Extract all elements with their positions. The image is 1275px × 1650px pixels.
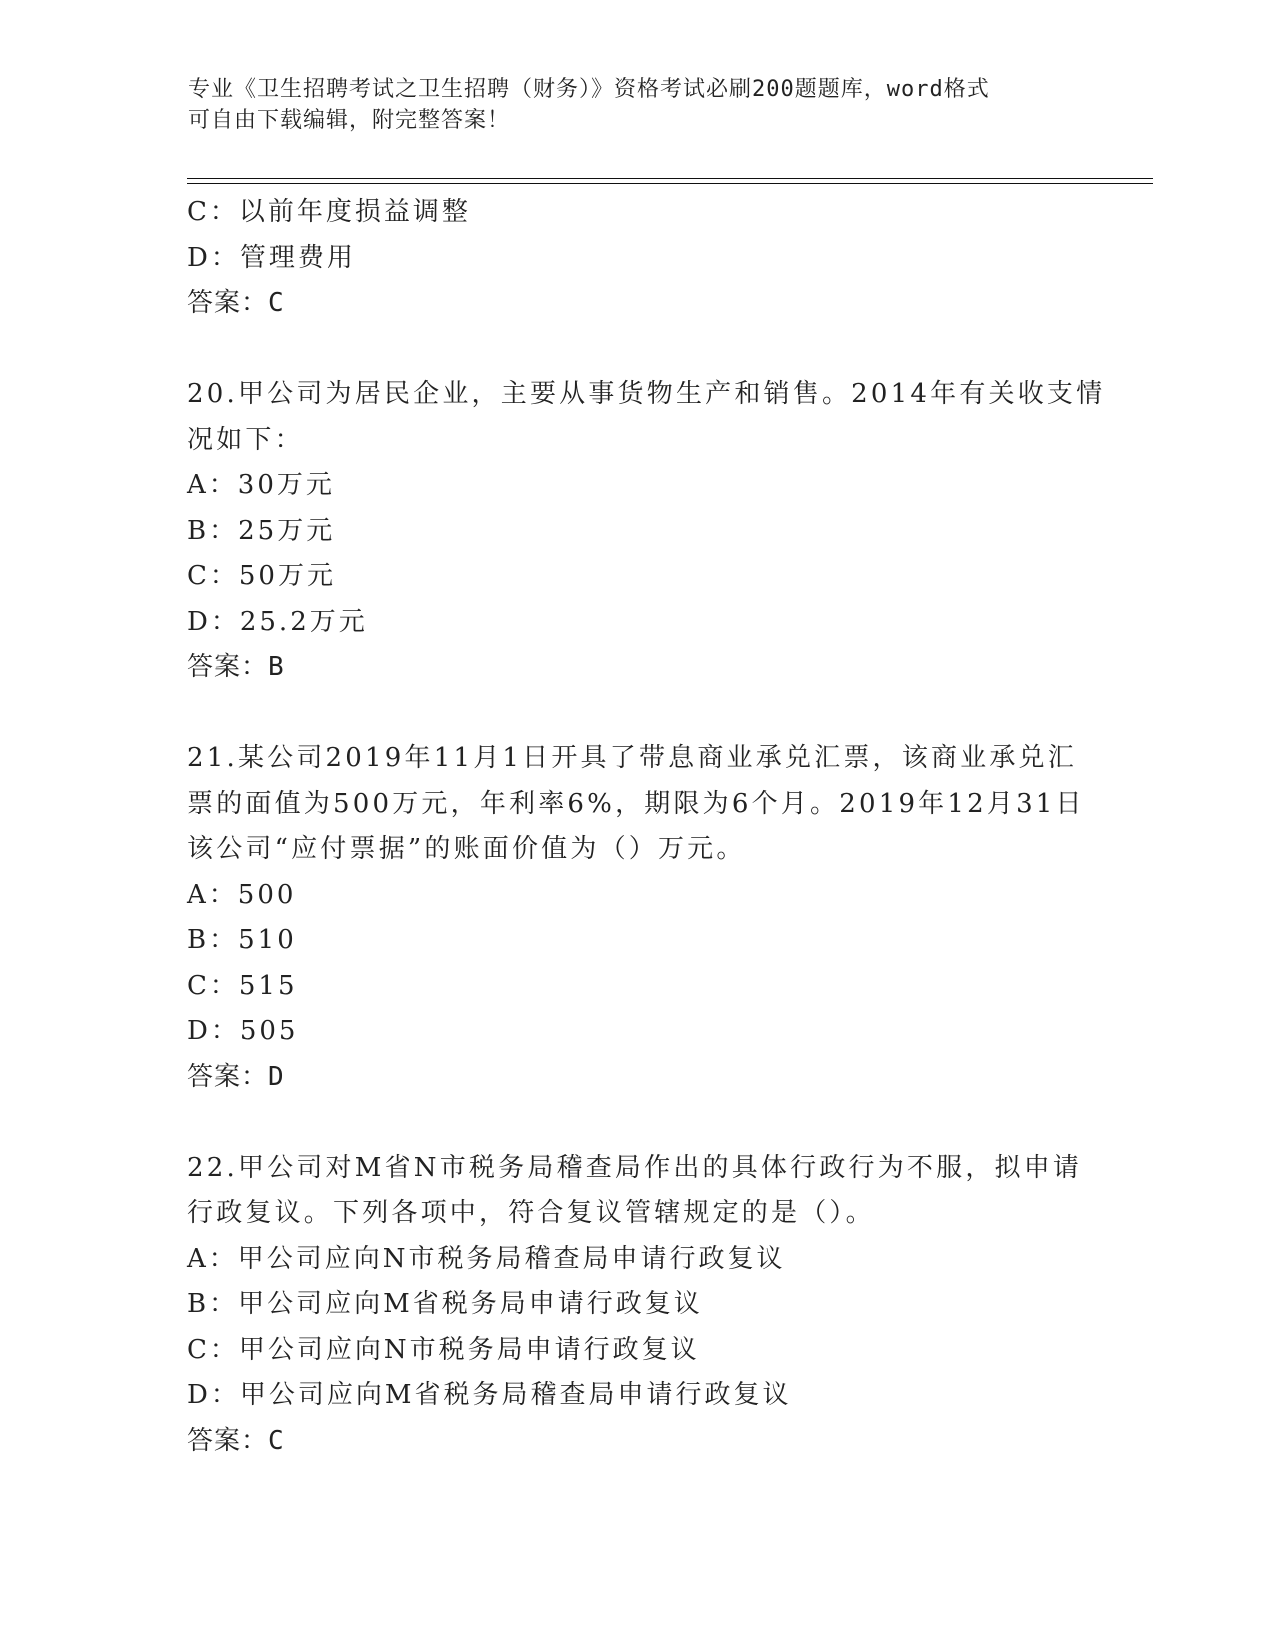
question-stem	[187, 1146, 1087, 1237]
spacer	[187, 691, 1087, 737]
option-c: C：以前年度损益调整	[187, 197, 471, 227]
question-19-partial	[187, 190, 1087, 327]
option-a: A：甲公司应向N市税务局稽查局申请行政复议	[187, 1243, 786, 1274]
document-header	[188, 74, 1088, 136]
question-21	[187, 736, 1087, 1100]
stem-line: 20.甲公司为居民企业，主要从事货物生产和销售。2014年有关收支情	[187, 379, 1106, 409]
answer-line: 答案：C	[187, 288, 285, 318]
spacer	[187, 327, 1087, 373]
header-line-2: 可自由下载编辑，附完整答案！	[188, 108, 511, 133]
spacer	[187, 1100, 1087, 1146]
answer-line: 答案：D	[187, 1061, 285, 1092]
option-d: D：25.2万元	[187, 606, 368, 637]
option-b: B：甲公司应向M省税务局申请行政复议	[187, 1289, 703, 1319]
header-line-1: 专业《卫生招聘考试之卫生招聘（财务）》资格考试必刷200题题库，word格式	[188, 77, 990, 102]
option-a: A：500	[187, 879, 297, 910]
option-d: D：管理费用	[187, 242, 356, 273]
question-22	[187, 1146, 1087, 1465]
option-c: C：甲公司应向N市税务局申请行政复议	[187, 1334, 700, 1365]
option-b: B：510	[187, 925, 297, 955]
option-d: D：甲公司应向M省税务局稽查局申请行政复议	[187, 1380, 792, 1410]
question-stem	[187, 372, 1106, 463]
answer-line: 答案：B	[187, 652, 285, 682]
header-divider-bottom	[187, 183, 1153, 184]
header-divider-top	[187, 178, 1153, 179]
stem-line: 票的面值为500万元，年利率6%，期限为6个月。2019年12月31日	[187, 788, 1085, 819]
stem-line: 21.某公司2019年11月1日开具了带息商业承兑汇票，该商业承兑汇	[187, 743, 1077, 773]
stem-line: 行政复议。下列各项中，符合复议管辖规定的是（）。	[187, 1198, 875, 1228]
option-b: B：25万元	[187, 515, 336, 546]
answer-line: 答案：C	[187, 1425, 285, 1456]
option-c: C：515	[187, 970, 298, 1001]
stem-line: 22.甲公司对M省N市税务局稽查局作出的具体行政行为不服，拟申请	[187, 1152, 1083, 1183]
option-d: D：505	[187, 1016, 299, 1046]
question-20	[187, 372, 1106, 691]
option-a: A：30万元	[187, 470, 335, 500]
question-stem	[187, 736, 1087, 873]
stem-line: 况如下：	[187, 424, 304, 455]
option-c: C：50万元	[187, 561, 336, 591]
question-list	[187, 190, 1106, 1464]
stem-line: 该公司“应付票据”的账面价值为（）万元。	[187, 834, 746, 864]
